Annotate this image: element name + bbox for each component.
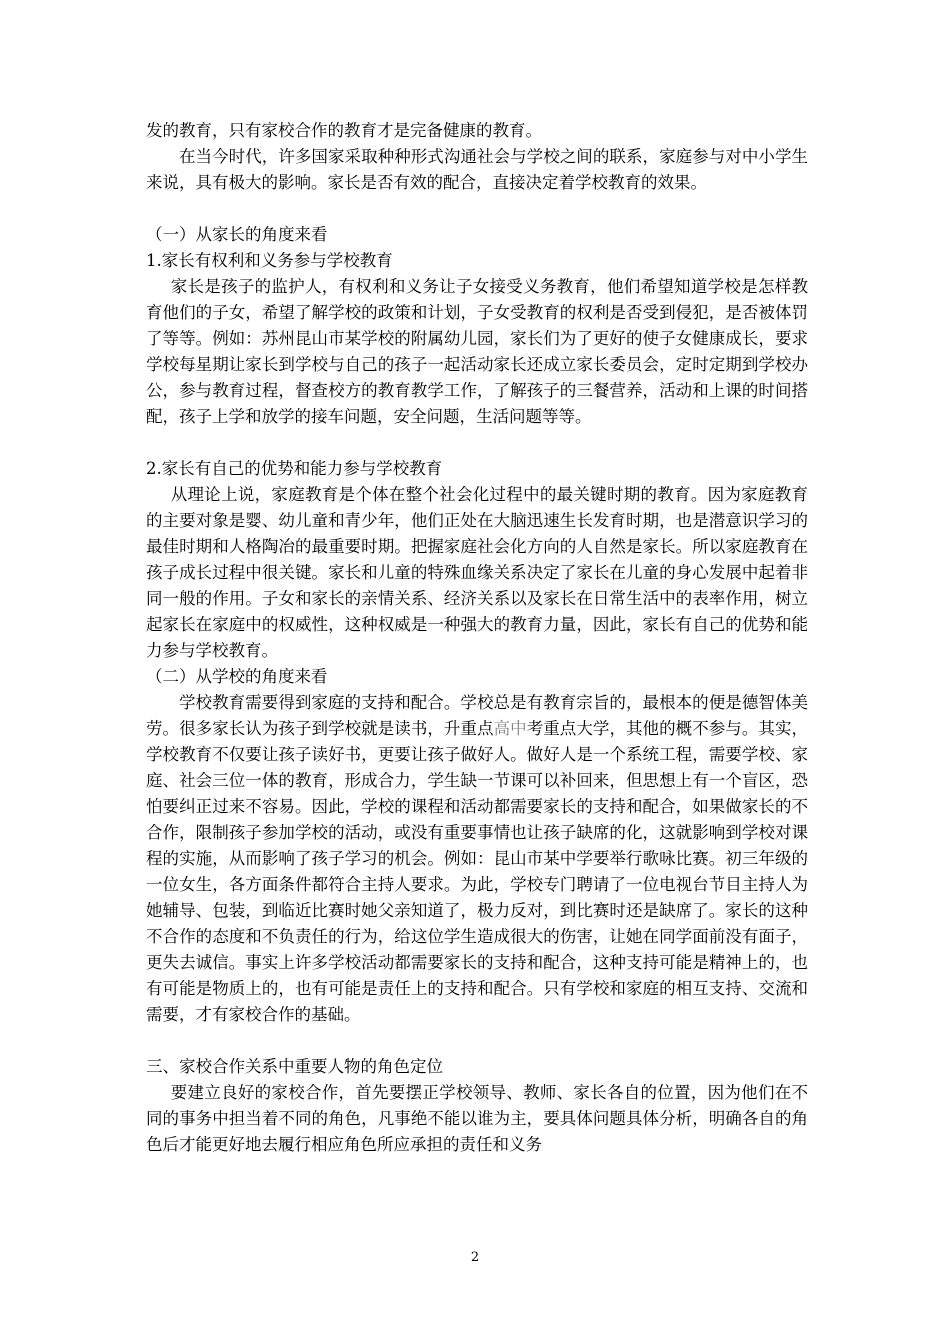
highlighted-term: 高中 — [493, 719, 527, 738]
paragraph-school — [146, 690, 808, 1028]
spacer — [146, 430, 808, 456]
document-body — [146, 118, 808, 1158]
paragraph-school-part1: 学校教育需要得到家庭的支持和配合。学校总是有教育宗旨的，最根本的便是德智体美劳。很多家长认为孩子到学校就是读书，升重点 — [146, 693, 808, 738]
paragraph-school-part2: 考重点大学，其他的概不参与。其实，学校教育不仅要让孩子读好书，更要让孩子做好人。做好人是一个系统工程，需要学校、家庭、社会三位一体的教育，形成合力，学生缺一节课可以补回来，但思想上有一个盲区，恐怕要纠正过来不容易。因此，学校的课程和活动都需要家长的支持和配合，如果做家长的不合作，限制孩子参加学校的活动，或没有重要事情也让孩子缺席的化，这就影响到学校对课程的实施，从而影响了孩子学习的机会。例如：昆山市某中学要举行歌咏比赛。初三年级的一位女生，各方面条件都符合主持人要求。为此，学校专门聘请了一位电视台节目主持人为她辅导、包装，到临近比赛时她父亲知道了，极力反对，到比赛时还是缺席了。家长的这种不合作的态度和不负责任的行为，给这位学生造成很大的伤害，让她在同学面前没有面子，更失去诚信。事实上许多学校活动都需要家长的支持和配合，这种支持可能是精神上的，也有可能是物质上的，也有可能是责任上的支持和配合。只有学校和家庭的相互支持、交流和需要，才有家校合作的基础。 — [146, 719, 809, 1024]
subheading-rights: 1.家长有权利和义务参与学校教育 — [146, 251, 393, 270]
subheading-advantages: 2.家长有自己的优势和能力参与学校教育 — [146, 459, 443, 478]
section-heading-school: （二）从学校的角度来看 — [146, 667, 328, 686]
spacer — [146, 1028, 808, 1054]
paragraph-continuation: 发的教育，只有家校合作的教育才是完备健康的教育。 — [146, 121, 542, 140]
section-heading-parents: （一）从家长的角度来看 — [146, 225, 328, 244]
paragraph-rights: 家长是孩子的监护人，有权利和义务让子女接受义务教育，他们希望知道学校是怎样教育他们的子女，希望了解学校的政策和计划，子女受教育的权利是否受到侵犯，是否被体罚了等等。例如：苏州昆山市某学校的附属幼儿园，家长们为了更好的使子女健康成长，要求学校每星期让家长到学校与自己的孩子一起活动家长还成立家长委员会，定时定期到学校办公，参与教育过程，督查校方的教育教学工作，了解孩子的三餐营养，活动和上课的时间搭配，孩子上学和放学的接车问题，安全问题，生活问题等等。 — [146, 277, 808, 426]
section-heading-roles: 三、家校合作关系中重要人物的角色定位 — [146, 1057, 443, 1076]
paragraph-advantages: 从理论上说，家庭教育是个体在整个社会化过程中的最关键时期的教育。因为家庭教育的主要对象是婴、幼儿童和青少年，他们正处在大脑迅速生长发育时期，也是潜意识学习的最佳时期和人格陶冶的最重要时期。把握家庭社会化方向的人自然是家长。所以家庭教育在孩子成长过程中很关键。家长和儿童的特殊血缘关系决定了家长在儿童的身心发展中起着非同一般的作用。子女和家长的亲情关系、经济关系以及家长在日常生活中的表率作用，树立起家长在家庭中的权威性，这种权威是一种强大的教育力量，因此，家长有自己的优势和能力参与学校教育。 — [146, 485, 808, 660]
page-number: 2 — [470, 1250, 480, 1265]
spacer — [146, 196, 808, 222]
paragraph-roles: 要建立良好的家校合作，首先要摆正学校领导、教师、家长各自的位置，因为他们在不同的事务中担当着不同的角色，凡事绝不能以谁为主，要具体问题具体分析，明确各自的角色后才能更好地去履行相应角色所应承担的责任和义务 — [146, 1083, 808, 1154]
paragraph-intro: 在当今时代，许多国家采取种种形式沟通社会与学校之间的联系，家庭参与对中小学生来说，具有极大的影响。家长是否有效的配合，直接决定着学校教育的效果。 — [146, 147, 808, 192]
